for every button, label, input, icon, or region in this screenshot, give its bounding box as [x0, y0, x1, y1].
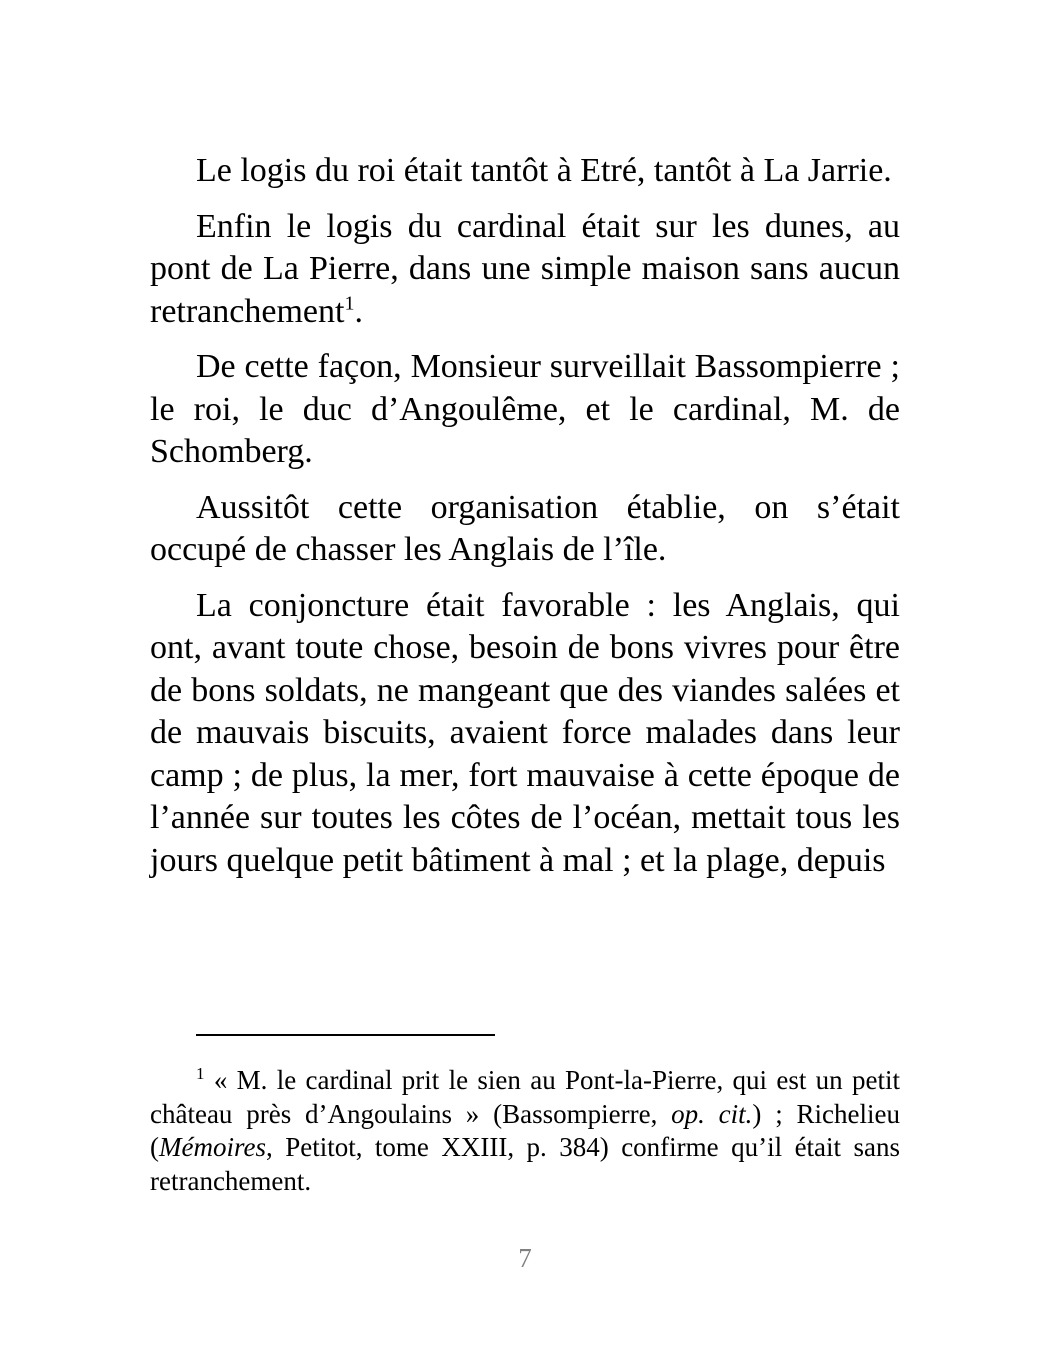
- body-text: [150, 150, 900, 895]
- footnote-reference[interactable]: 1: [344, 292, 355, 315]
- paragraph-end: .: [354, 292, 363, 330]
- paragraph-text: Enfin le logis du cardinal était sur les dunes, au pont de La Pierre, dans une simple maison sans aucun retranchement: [150, 207, 900, 330]
- footnote-italic: op. cit.: [671, 1098, 753, 1129]
- footnote-text: « M. le cardinal prit le sien au Pont-la-Pierre, qui est un petit château près d’Angoulains » (Bassompierre,: [150, 1065, 900, 1129]
- footnote-mark: 1: [196, 1064, 205, 1083]
- page-number: 7: [518, 1243, 532, 1273]
- footnote-separator: [196, 1034, 495, 1036]
- paragraph: [150, 206, 900, 334]
- paragraph: De cette façon, Monsieur surveillait Bassompierre ; le roi, le duc d’Angoulême, et le cardinal, M. de Schomberg.: [150, 348, 900, 470]
- footnote-text: ) ; Richelieu (: [150, 1098, 900, 1162]
- footnote: [150, 1064, 900, 1198]
- footnote-italic: Mémoires: [159, 1132, 266, 1162]
- footnote-text: , Petitot, tome XXIII, p. 384) confirme qu’il était sans retranchement.: [150, 1132, 900, 1196]
- paragraph: Aussitôt cette organisation établie, on s’était occupé de chasser les Anglais de l’île.: [150, 488, 900, 568]
- paragraph: Le logis du roi était tantôt à Etré, tantôt à La Jarrie.: [196, 152, 892, 189]
- paragraph: La conjoncture était favorable : les Anglais, qui ont, avant toute chose, besoin de bons vivres pour être de bons soldats, ne mangeant que des viandes salées et de mauvais biscuits, avaient force malades dans leur camp ; de plus, la mer, fort mauvaise à cette époque de l’année sur toutes les côtes de l’océan, mettait tous les jours quelque petit bâtiment à mal ; et la plage, depuis: [150, 586, 900, 879]
